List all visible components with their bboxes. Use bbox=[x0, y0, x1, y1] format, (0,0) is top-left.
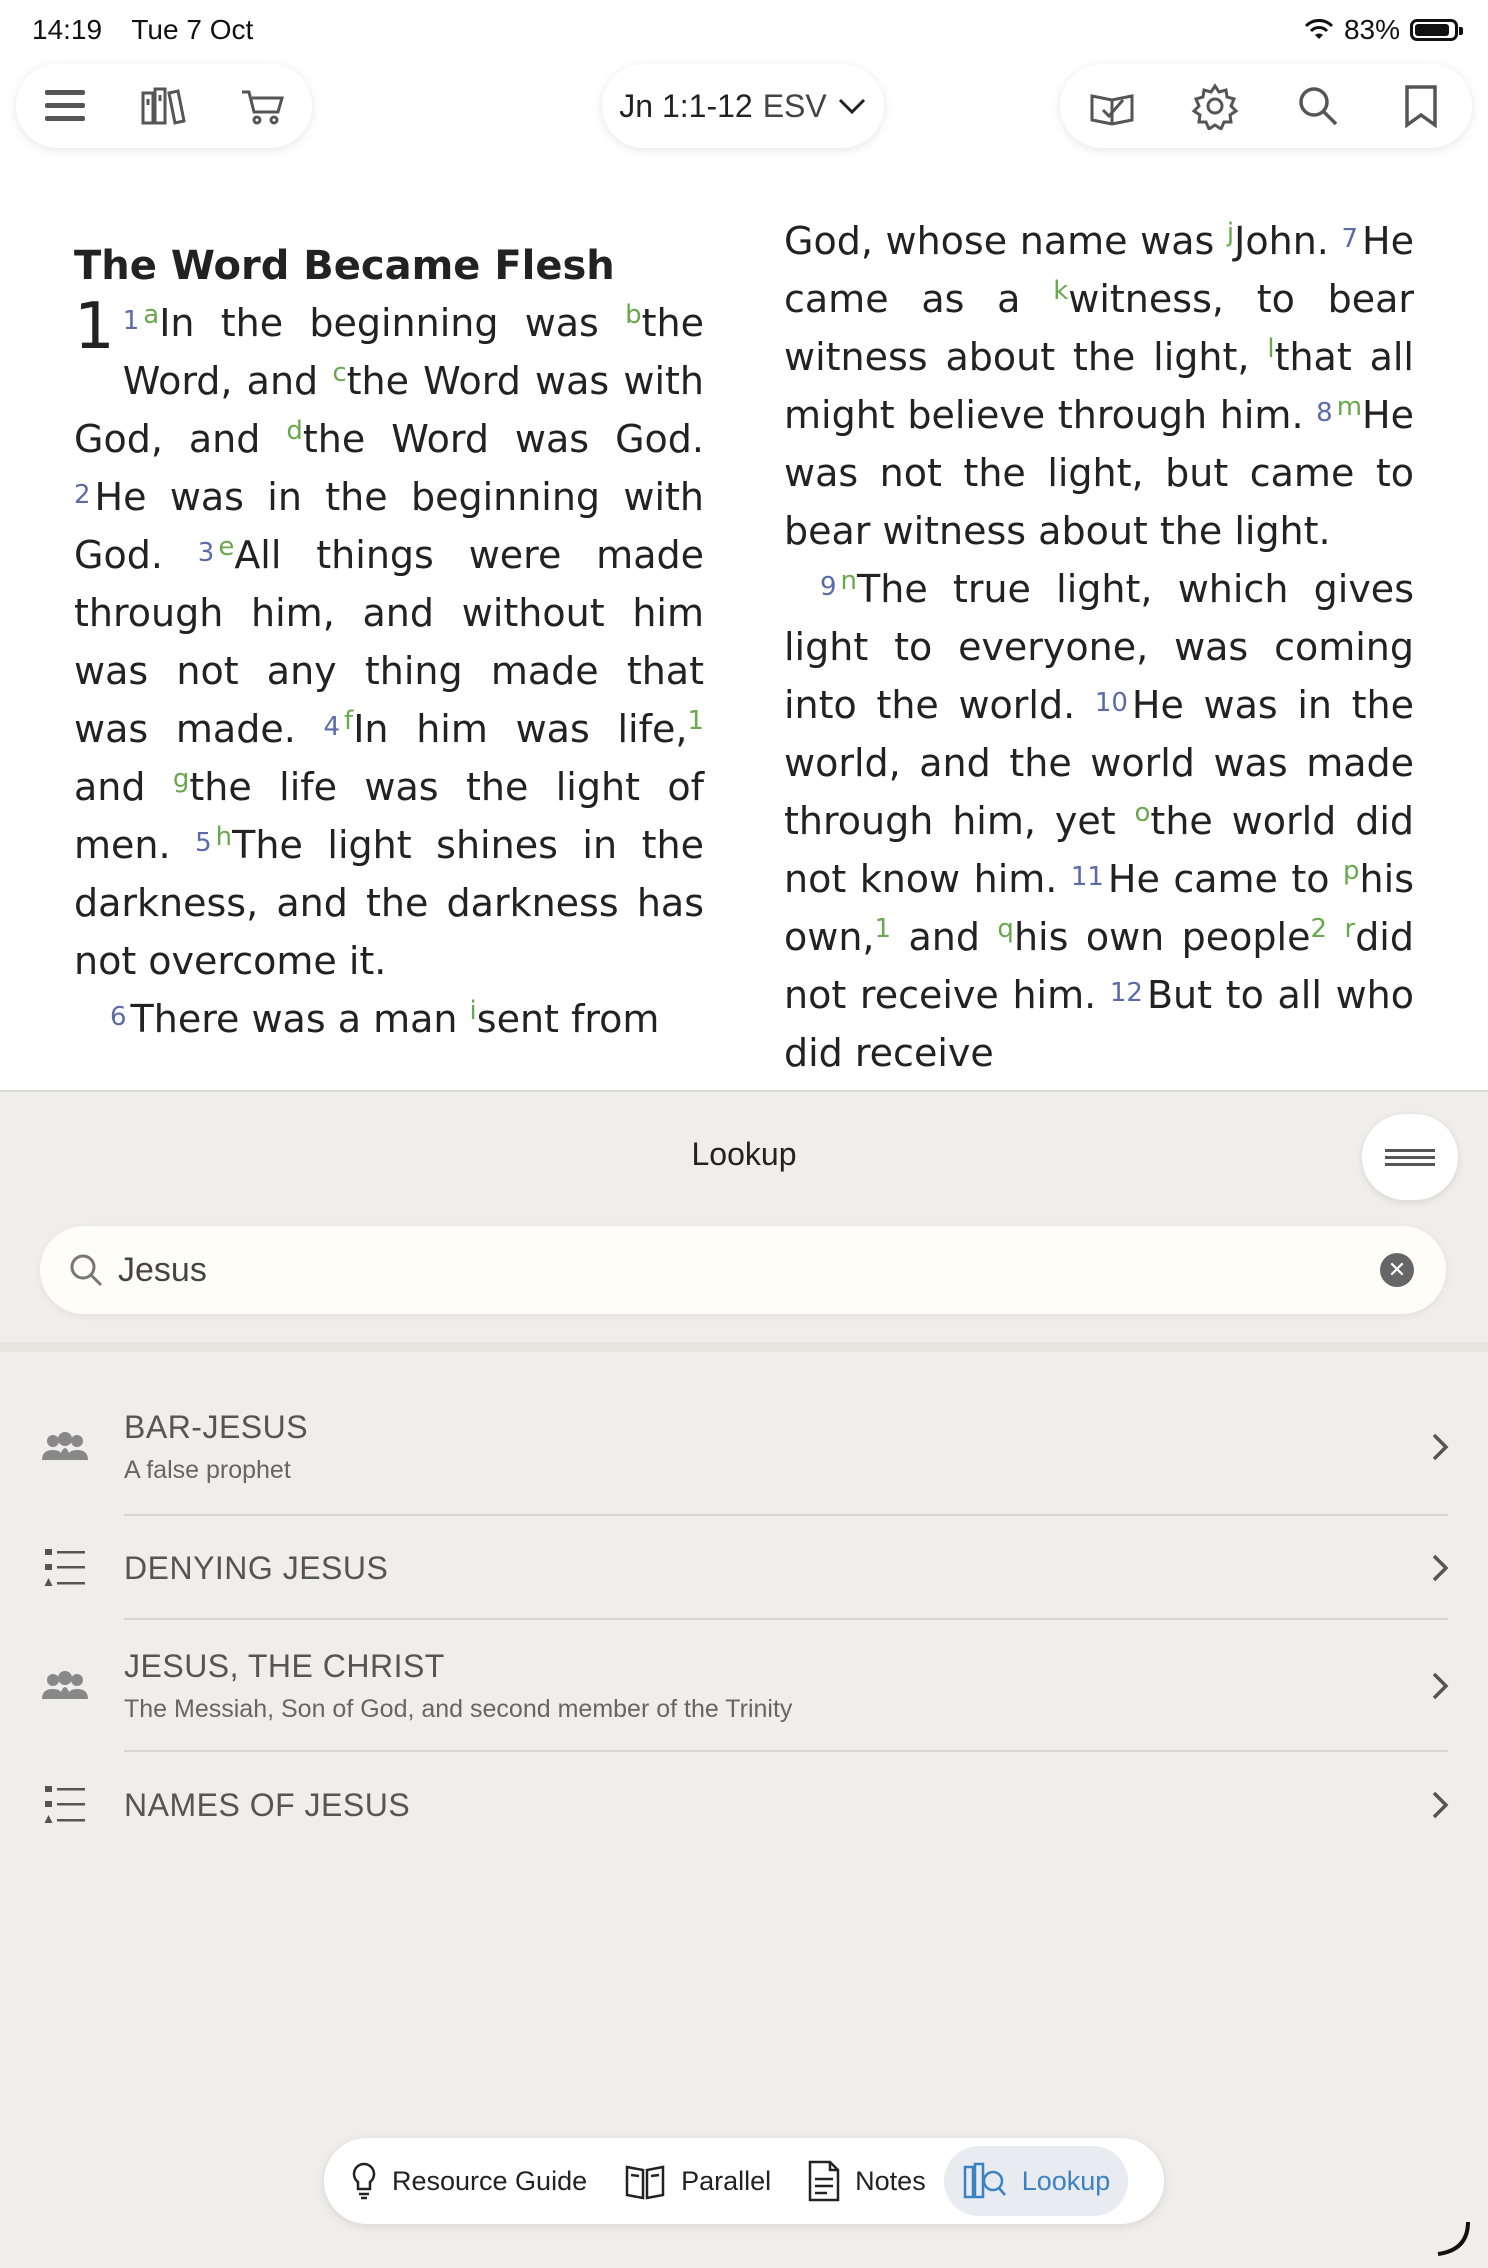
list-item[interactable] bbox=[0, 1752, 1488, 1858]
version-label: ESV bbox=[762, 87, 827, 124]
section-heading: The Word Became Flesh bbox=[74, 243, 615, 289]
result-title: JESUS, THE CHRIST bbox=[124, 1648, 445, 1684]
topic-list-icon bbox=[30, 1546, 100, 1590]
reference-selector[interactable] bbox=[602, 64, 884, 148]
status-left bbox=[32, 14, 275, 46]
status-bar bbox=[0, 0, 1488, 60]
result-title: NAMES OF JESUS bbox=[124, 1786, 411, 1823]
chapter-number: 1 bbox=[74, 290, 115, 364]
chevron-right-icon bbox=[1430, 1789, 1450, 1821]
tab-resource-guide[interactable] bbox=[332, 2146, 605, 2216]
status-right bbox=[1304, 14, 1458, 46]
chevron-right-icon bbox=[1430, 1431, 1450, 1463]
tab-label: Resource Guide bbox=[392, 2165, 588, 2196]
tab-parallel[interactable] bbox=[605, 2146, 789, 2216]
tab-label: Notes bbox=[855, 2165, 926, 2196]
result-title: DENYING JESUS bbox=[124, 1549, 389, 1586]
tab-label: Lookup bbox=[1021, 2165, 1111, 2196]
search-icon bbox=[68, 1252, 104, 1288]
lookup-search-input[interactable] bbox=[116, 1250, 1380, 1291]
text-column-left: The Word Became Flesh 1 $^1$ $^a$In the beginning was $^b$the Word, and $^c$the Word was with God, and $^d$the Word was God. $^2$ He was in the beginning with God. $^3$ $^e$All things were made through him, and without him was not any thing made that was made. $^4$ $^f$In him was life,$^1$ and $^g$the life was the light of men. $^5$ $^h$The light shines in the darkness, and the darkness has not overcome it. $^6$ There was a man $^i$sent from bbox=[74, 240, 704, 1048]
resize-handle-icon[interactable] bbox=[1434, 2218, 1474, 2258]
panel-title: Lookup bbox=[691, 1136, 797, 1172]
reference-label: Jn 1:1-12 bbox=[619, 87, 753, 124]
hamburger-icon bbox=[1383, 1145, 1437, 1169]
tab-label: Parallel bbox=[681, 2165, 772, 2196]
results-list bbox=[0, 1378, 1488, 1858]
status-date: Tue 7 Oct bbox=[131, 14, 254, 45]
lookup-panel bbox=[0, 1090, 1488, 2268]
bottom-tab-bar bbox=[324, 2138, 1164, 2224]
panel-menu-button[interactable] bbox=[1362, 1114, 1458, 1200]
tab-notes[interactable] bbox=[789, 2146, 944, 2216]
result-title: BAR-JESUS bbox=[124, 1409, 309, 1445]
reading-plan-icon[interactable] bbox=[1080, 74, 1144, 138]
library-icon[interactable] bbox=[132, 74, 196, 138]
list-item[interactable] bbox=[0, 1620, 1488, 1752]
search-icon[interactable] bbox=[1286, 74, 1350, 138]
battery-icon bbox=[1410, 19, 1458, 41]
people-icon bbox=[30, 1669, 100, 1703]
status-time: 14:19 bbox=[32, 14, 103, 45]
lookup-search-bar bbox=[40, 1226, 1446, 1314]
clear-search-icon[interactable]: ✕ bbox=[1380, 1253, 1414, 1287]
cart-icon[interactable] bbox=[231, 74, 295, 138]
topic-list-icon bbox=[30, 1783, 100, 1827]
chevron-right-icon bbox=[1430, 1552, 1450, 1584]
tab-lookup[interactable] bbox=[944, 2146, 1129, 2216]
battery-percent: 83% bbox=[1343, 14, 1400, 45]
bible-text[interactable] bbox=[0, 200, 1488, 1090]
wifi-icon bbox=[1304, 19, 1334, 41]
toolbar-right bbox=[1060, 64, 1472, 148]
people-icon bbox=[30, 1430, 100, 1464]
lightbulb-icon bbox=[350, 2161, 378, 2201]
result-subtitle: The Messiah, Son of God, and second member of the Trinity bbox=[124, 1695, 793, 1723]
chevron-right-icon bbox=[1430, 1670, 1450, 1702]
list-item[interactable] bbox=[0, 1516, 1488, 1620]
chevron-down-icon bbox=[837, 96, 867, 116]
result-subtitle: A false prophet bbox=[124, 1456, 291, 1484]
notes-icon bbox=[807, 2159, 841, 2203]
lookup-icon bbox=[962, 2161, 1008, 2201]
toolbar-left bbox=[16, 64, 312, 148]
menu-icon[interactable] bbox=[33, 74, 97, 138]
gear-icon[interactable] bbox=[1183, 74, 1247, 138]
divider bbox=[0, 1342, 1488, 1352]
text-column-right: God, whose name was $^j$John. $^7$ He came as a $^k$witness, to bear witness about the light, $^l$that all might believe through him. $^8$ $^m$He was not the light, but came to bear witness about the light. $^9$ $^n$The true light, which gives light to everyone, was coming into the world. $^{10}$ He was in the world, and the world was made through him, yet $^o$the world did not know him. $^{11}$ He came to $^p$his own,$^1$ and $^q$his own people$^2$ $^r$did not receive him. $^{12}$ But to all who did receive bbox=[784, 218, 1414, 1075]
parallel-books-icon bbox=[623, 2161, 667, 2201]
list-item[interactable] bbox=[0, 1378, 1488, 1516]
bookmark-icon[interactable] bbox=[1389, 74, 1453, 138]
